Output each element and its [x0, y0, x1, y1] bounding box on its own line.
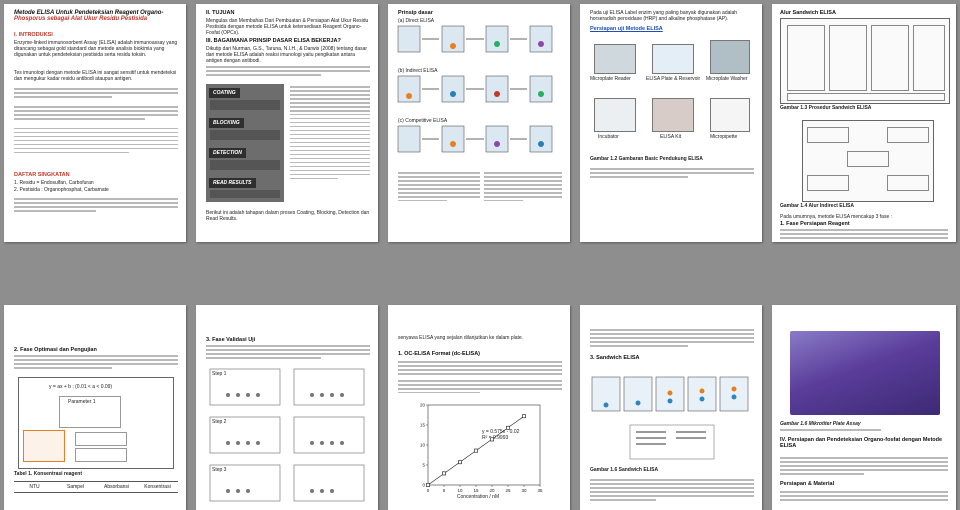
- persiapan-heading: Persiapan uji Metode ELISA: [590, 26, 663, 32]
- panel-label-a: (a) Direct ELISA: [398, 18, 435, 24]
- tujuan-text: Mengulas dan Membahas Dari Pembuatan & Persiapan Alat Ukur Residu Pestisida dengan metode ELISA untuk ketersediaan Reagent Organo-Fosfat (OPCs).: [206, 18, 369, 36]
- document-page-10: [772, 305, 956, 510]
- data-point: [474, 449, 477, 452]
- step-label-3: Step 3: [212, 467, 227, 473]
- x-tick-label: 35: [537, 488, 543, 493]
- optimasi-heading: 2. Fase Optimasi dan Pengujian: [14, 347, 97, 353]
- document-page-2: [196, 4, 378, 242]
- body-text-lines: [590, 168, 754, 180]
- dc-elisa-heading: 1. OC-ELISA Format (dc-ELISA): [398, 351, 480, 357]
- sandwich-elisa-diagram: [590, 367, 754, 463]
- intro-text: senyawa ELISA yang sejalan dilanjutkan ke dalam plate.: [398, 335, 524, 341]
- abbr-heading: DAFTAR SINGKATAN: [14, 172, 70, 178]
- equipment-grid: [590, 36, 754, 156]
- document-page-5: [772, 4, 956, 242]
- microtiter-plate-photo: [790, 331, 940, 415]
- step-blocking: BLOCKING: [209, 118, 244, 128]
- elisa-steps-diagram: [206, 84, 284, 202]
- body-text-lines-2: [14, 198, 178, 214]
- incubator-image: [594, 98, 636, 132]
- document-page-8: [388, 305, 570, 510]
- abbr-item-1: 1. Residu = Endosulfan, Carbofuran: [14, 180, 94, 186]
- x-tick-label: 10: [457, 488, 463, 493]
- flowchart-2: [802, 120, 934, 202]
- data-point: [522, 415, 525, 418]
- heading-prinsip: III. BAGAIMANA PRINSIP DASAR ELISA BEKERJA?: [206, 38, 341, 44]
- indirect-elisa-row: [398, 76, 552, 102]
- body-text-lines: [206, 345, 370, 361]
- section-intro: Pada umumnya, metode ELISA mencakup 3 fase :: [780, 214, 893, 220]
- intro-heading: I. INTRODUKSI: [14, 32, 53, 38]
- figure-caption: Gambar 1.6 Sandwich ELISA: [590, 467, 659, 473]
- note-text: Berikut ini adalah tahapan dalam proses Coating, Blocking, Detection dan Read Results.: [206, 210, 370, 222]
- microplate-reader-image: [594, 44, 636, 74]
- parameter-box: [59, 396, 121, 428]
- paragraph-text: Tes imunologi dengan metode ELISA ini sangat sensitif untuk mendeteksi dan mengukur kadar residu antibodi ataupun antigen.: [14, 70, 177, 82]
- document-page-4: [580, 4, 762, 242]
- section-4-heading: IV. Persiapan dan Pendeteksian Organo-fosfat dengan Metode ELISA: [780, 437, 943, 449]
- table-header-2: Sampel: [67, 484, 84, 490]
- intro-text: Enzyme-linked immunosorbent Assay (ELISA) adalah immunoassay yang dirancang sebagai gold standard dan metode analisis biokimia yang digunakan untuk pendeteksian pestisida serta residu toksin.: [14, 40, 178, 58]
- table-header-3: Absorbansi: [103, 484, 129, 490]
- direct-elisa-row: [398, 26, 552, 52]
- figure-caption-1: Gambar 1.3 Prosedur Sandwich ELISA: [780, 105, 872, 111]
- body-text-lines: [780, 229, 948, 241]
- chart-points: [426, 415, 525, 487]
- abbr-item-2: 2. Pestisida : Organophosphat, Carbamate: [14, 187, 109, 193]
- body-text-lines: [590, 329, 754, 349]
- table-header-1: NTU: [29, 484, 40, 490]
- document-page-9: [580, 305, 762, 510]
- data-table: [14, 481, 178, 493]
- sandwich-heading: 3. Sandwich ELISA: [590, 355, 640, 361]
- y-tick-label: 20: [419, 402, 425, 408]
- prinsip-dasar-heading: Prinsip dasar: [398, 10, 433, 16]
- step-label-2: Step 2: [212, 419, 227, 425]
- document-page-7: [196, 305, 378, 510]
- equipment-label-5: ELISA Kit: [660, 134, 682, 140]
- elisa-types-diagram: [396, 20, 562, 170]
- material-heading: Persiapan & Material: [780, 481, 835, 487]
- page-title: [14, 10, 179, 22]
- title-line-2: Phosporus sebagai Alat Ukur Residu Pestisida: [14, 16, 148, 22]
- flow-title: Alur Sandwich ELISA: [780, 10, 836, 16]
- equipment-label-1: Microplate Reader: [590, 76, 631, 82]
- parameter-title: Parameter 1: [68, 399, 96, 405]
- figure-caption: Gambar 1.2 Gambaran Basic Pendukung ELISA: [590, 156, 703, 162]
- y-tick-label: 10: [419, 442, 425, 448]
- x-tick-label: 25: [505, 488, 511, 493]
- x-tick-label: 0: [426, 488, 430, 493]
- chart-equation: y = 0.575x - 0.02: [482, 429, 520, 435]
- y-tick-label: 15: [419, 422, 425, 428]
- panel-label-c: (c) Competitive ELISA: [398, 118, 448, 124]
- document-page-3: [388, 4, 570, 242]
- body-text-lines: [14, 355, 178, 371]
- body-text-lines: [14, 88, 178, 156]
- body-text-lines-3: [780, 491, 948, 503]
- x-tick-label: 20: [489, 488, 495, 493]
- figure-caption: Gambar 1.6 Mikrotiter Plate Assay: [780, 421, 861, 427]
- equipment-label-3: Microplate Washer: [706, 76, 748, 82]
- y-tick-label: 5: [422, 462, 425, 468]
- data-point: [458, 461, 461, 464]
- data-point: [442, 472, 445, 475]
- competitive-elisa-row: [398, 126, 552, 152]
- body-text-lines: [398, 361, 562, 396]
- table-caption: Tabel 1. Konsentrasi reagent: [14, 471, 82, 477]
- side-text-lines: [290, 86, 370, 182]
- elisa-plate-image: [652, 44, 694, 74]
- table-header-4: Konsentrasi: [144, 484, 171, 490]
- step-read-results: READ RESULTS: [209, 178, 256, 188]
- body-text-lines-2: [780, 457, 948, 477]
- flowchart-1: [780, 18, 950, 104]
- calibration-chart: [410, 399, 546, 499]
- chart-x-axis-label: Concentration / nM: [456, 494, 500, 499]
- y-tick-label: 0: [422, 482, 425, 488]
- document-page-1: [4, 4, 186, 242]
- body-text-lines-2: [590, 479, 754, 503]
- label-enzyme-text: Pada uji ELISA Label enzim yang paling banyak digunakan adalah horseradish peroxidase (HRP) and alkaline phosphatase (AP).: [590, 10, 738, 22]
- document-page-6: [4, 305, 186, 510]
- validation-diagram: [208, 365, 368, 505]
- step-detection: DETECTION: [209, 148, 246, 158]
- heading-tujuan: II. TUJUAN: [206, 10, 235, 16]
- validasi-heading: 3. Fase Validasi Uji: [206, 337, 256, 343]
- prinsip-text: Dikutip dari Nurman, G.S., Taruna, N.I.H., & Darwis (2008) tentang dasar dari metode ELISA adalah reaksi imunologi yaitu pengikatan antara antigen dengan antibodi.: [206, 46, 368, 64]
- formula-text: y = ax + b ; (0.01 < a < 0.09): [49, 384, 113, 390]
- phase-1-heading: 1. Fase Persiapan Reagent: [780, 221, 850, 227]
- formula-figure: [18, 377, 174, 469]
- step-label-1: Step 1: [212, 371, 227, 377]
- micropipette-image: [710, 98, 750, 132]
- chart-r-squared: R² = 0.9993: [482, 435, 509, 441]
- step-coating: COATING: [209, 88, 240, 98]
- figure-caption-2: Gambar 1.4 Alur Indirect ELISA: [780, 203, 855, 209]
- data-point: [426, 483, 429, 486]
- equipment-label-4: Incubator: [598, 134, 619, 140]
- panel-label-b: (b) Indirect ELISA: [398, 68, 438, 74]
- x-tick-label: 5: [442, 488, 446, 493]
- side-text-lines: [484, 172, 562, 204]
- elisa-kit-image: [652, 98, 694, 132]
- microplate-washer-image: [710, 40, 750, 74]
- body-text-lines: [780, 429, 948, 433]
- equipment-label-2: ELISA Plate & Reservoir: [646, 76, 701, 82]
- title-line-1: Metode ELISA Untuk Pendeteksian Reagent Organo-: [14, 10, 164, 16]
- body-text-lines: [206, 66, 370, 78]
- x-tick-label: 30: [521, 488, 527, 493]
- body-text-lines: [398, 172, 480, 204]
- equipment-label-6: Micropipette: [710, 134, 738, 140]
- x-tick-label: 15: [473, 488, 479, 493]
